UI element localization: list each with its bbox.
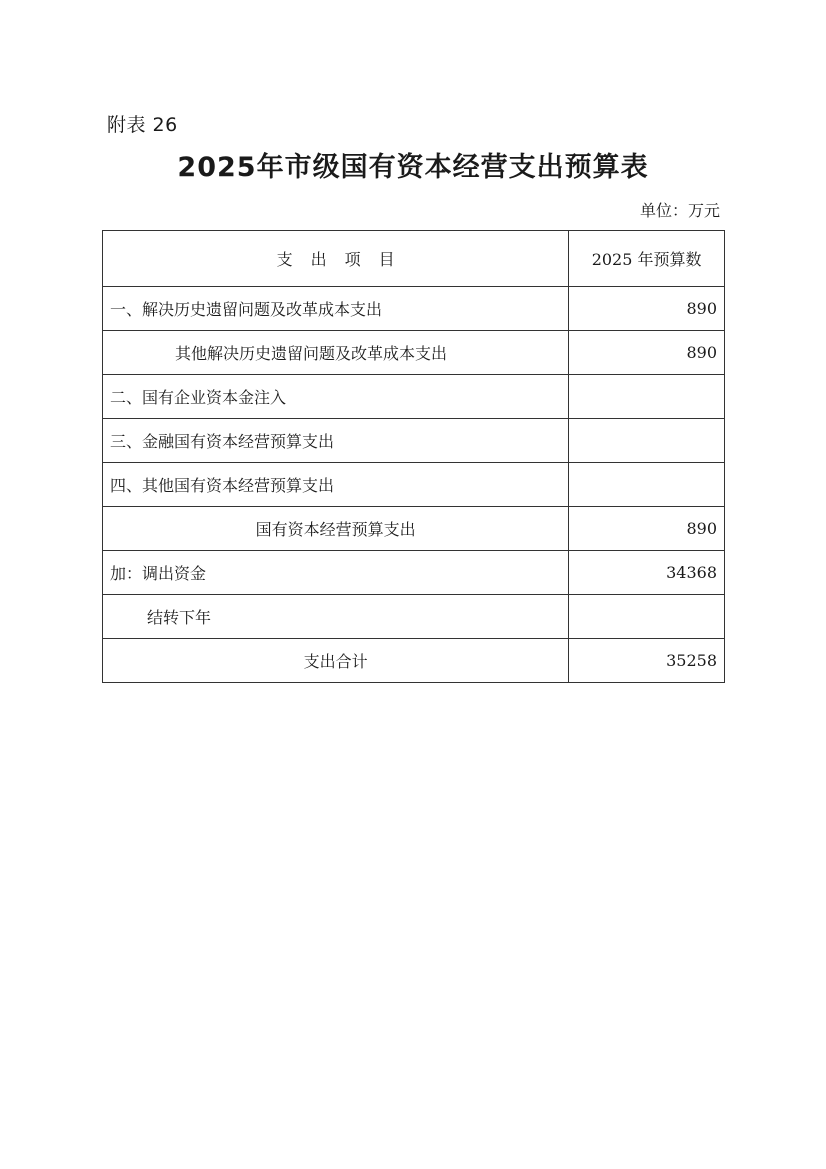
- table-row: [103, 507, 725, 551]
- row-amount: 890: [569, 507, 725, 551]
- total-label: 支出合计: [103, 639, 569, 683]
- row-item: 一、解决历史遗留问题及改革成本支出: [103, 287, 569, 331]
- table-row: [103, 419, 725, 463]
- header-amount: 2025 年预算数: [569, 231, 725, 287]
- table-total-row: [103, 639, 725, 683]
- table-row: [103, 463, 725, 507]
- row-amount: 890: [569, 331, 725, 375]
- row-item: 结转下年: [103, 595, 569, 639]
- row-amount: 890: [569, 287, 725, 331]
- row-item: 其他解决历史遗留问题及改革成本支出: [103, 331, 569, 375]
- row-item: 二、国有企业资本金注入: [103, 375, 569, 419]
- table-row: [103, 375, 725, 419]
- row-item: 加：调出资金: [103, 551, 569, 595]
- row-amount: [569, 463, 725, 507]
- table-header-row: [103, 231, 725, 287]
- table-row: [103, 287, 725, 331]
- row-amount: [569, 595, 725, 639]
- row-item: 国有资本经营预算支出: [103, 507, 569, 551]
- unit-label: 单位：万元: [639, 201, 720, 220]
- row-item: 三、金融国有资本经营预算支出: [103, 419, 569, 463]
- row-amount: 34368: [569, 551, 725, 595]
- budget-table: [102, 230, 725, 683]
- row-amount: [569, 375, 725, 419]
- appendix-label: 附表 26: [107, 114, 178, 136]
- table-row: [103, 551, 725, 595]
- header-item: 支出项目: [103, 231, 569, 287]
- document-title: 2025年市级国有资本经营支出预算表: [177, 152, 649, 183]
- row-item: 四、其他国有资本经营预算支出: [103, 463, 569, 507]
- table-row: [103, 331, 725, 375]
- row-amount: [569, 419, 725, 463]
- total-amount: 35258: [569, 639, 725, 683]
- table-row: [103, 595, 725, 639]
